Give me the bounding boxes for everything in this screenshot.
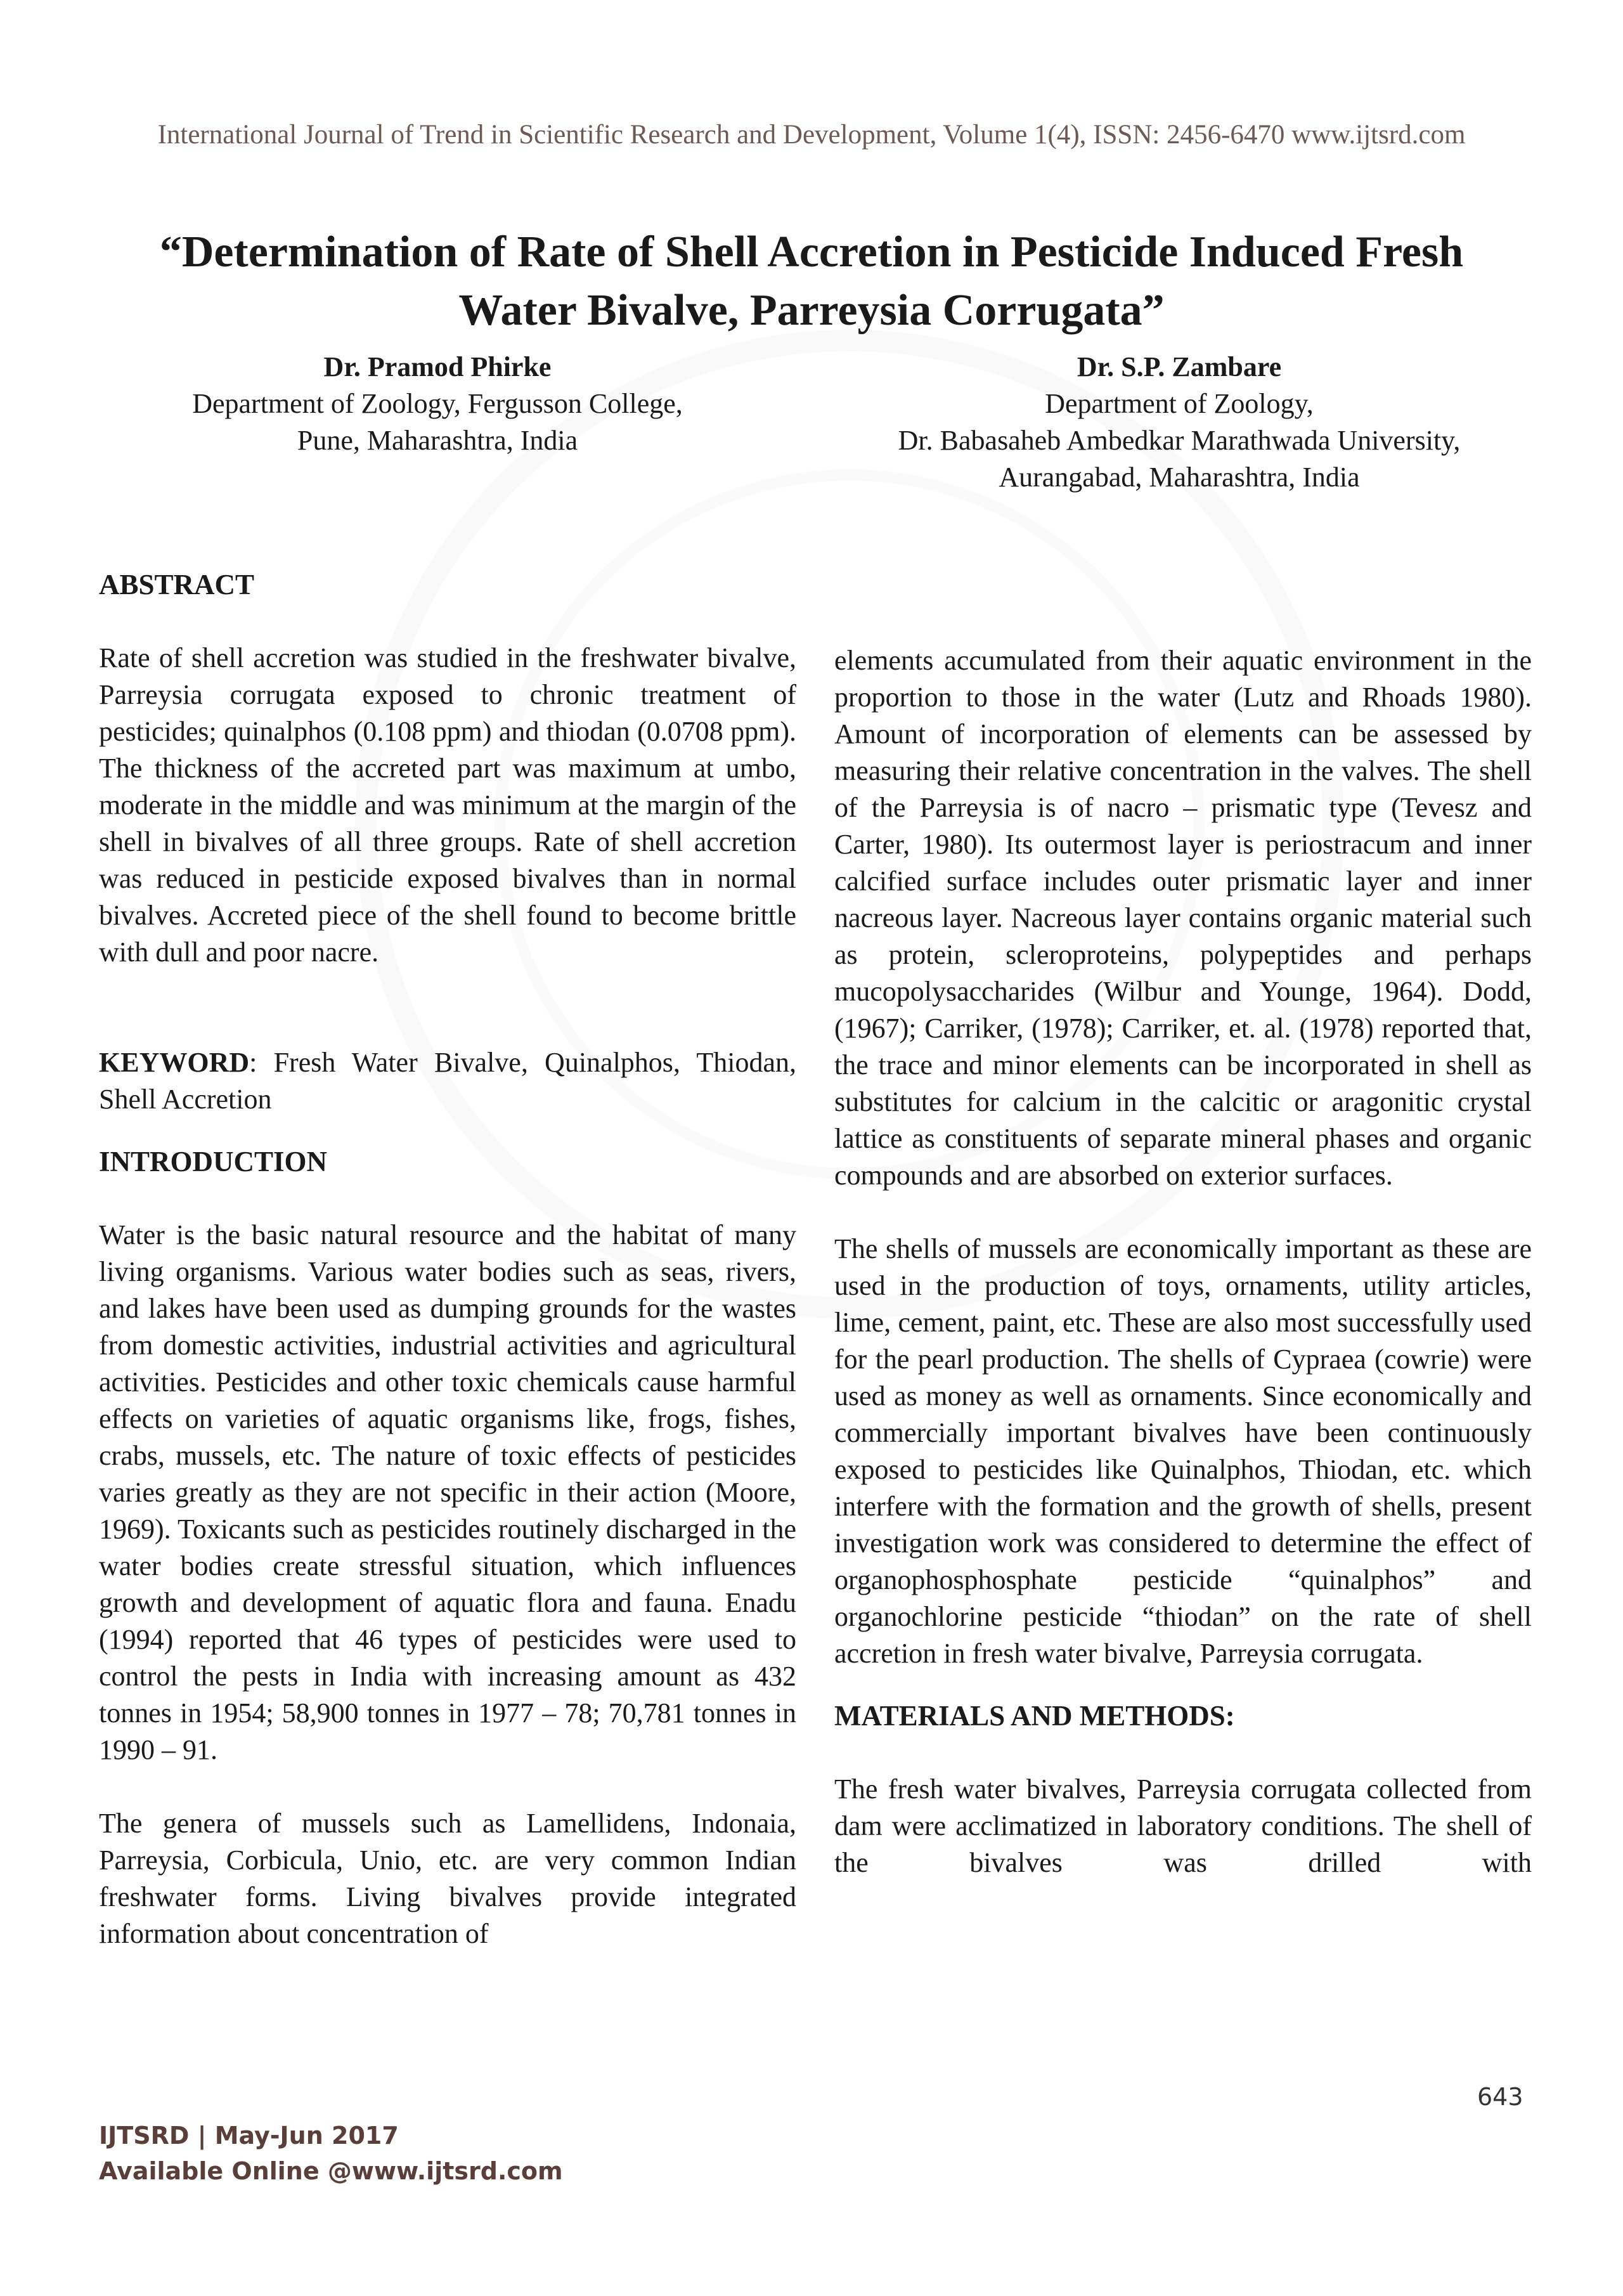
author-block-1 [57, 349, 818, 459]
introduction-paragraph-3: The shells of mussels are economically important as these are used in the production of toys, ornaments, utility articles, lime, cement, paint, etc. These are also most successfully used for the pearl production. The shells of Cypraea (cowrie) were used as money as well as ornaments. Since economically and commercially important bivalves have been continuously exposed to pesticides like Quinalphos, Thiodan, etc. which interfere with the formation and the growth of shells, present investigation work was considered to determine the effect of organophosphosphate pesticide “quinalphos” and organochlorine pesticide “thiodan” on the rate of shell accretion in fresh water bivalve, Parreysia corrugata. [834, 1233, 1532, 1669]
page-number: 643 [1477, 2083, 1523, 2111]
introduction-paragraph-1: Water is the basic natural resource and the habitat of many living organisms. Various water bodies such as seas, rivers, and lakes have been used as dumping grounds for the wastes from domestic activities, industrial activities and agricultural activities. Pesticides and other toxic chemicals cause harmful effects on varieties of aquatic organisms like, frogs, fishes, crabs, mussels, etc. The nature of toxic effects of pesticides varies greatly as they are not specific in their action (Moore, 1969). Toxicants such as pesticides routinely discharged in the water bodies create stressful situation, which influences growth and development of aquatic flora and fauna. Enadu (1994) reported that 46 types of pesticides were used to control the pests in India with increasing amount as 432 tonnes in 1954; 58,900 tonnes in 1977 – 78; 70,781 tonnes in 1990 – 91. [99, 1219, 796, 1765]
introduction-heading: INTRODUCTION [99, 1146, 328, 1177]
paper-title-line-2: Water Bivalve, Parreysia Corrugata” [458, 285, 1165, 335]
author-affiliation-line: Dr. Babasaheb Ambedkar Marathwada University, [898, 425, 1461, 456]
keywords-label: KEYWORD [99, 1047, 250, 1078]
right-column [834, 642, 1532, 1881]
footer-website: Available Online @www.ijtsrd.com [99, 2157, 563, 2185]
paper-title [95, 223, 1528, 340]
author-block-2 [799, 349, 1560, 496]
author-affiliation-line: Department of Zoology, Fergusson College, [192, 388, 683, 419]
footer-journal-issue: IJTSRD | May-Jun 2017 [99, 2122, 399, 2150]
keywords [99, 1044, 796, 1118]
author-name: Dr. S.P. Zambare [1077, 351, 1282, 382]
abstract-heading: ABSTRACT [99, 569, 255, 600]
keywords-text: : Fresh Water Bivalve, Quinalphos, Thiodan, Shell Accretion [99, 1047, 796, 1115]
author-name: Dr. Pramod Phirke [323, 351, 552, 382]
introduction-paragraph-2: The genera of mussels such as Lamellidens, Indonaia, Parreysia, Corbicula, Unio, etc. are very common Indian freshwater forms. Living bivalves provide integrated information about concentration of [99, 1808, 796, 1949]
journal-header: International Journal of Trend in Scientific Research and Development, Volume 1(4), ISSN: 2456-6470 www.ijtsrd.com [157, 120, 1466, 150]
abstract-text: Rate of shell accretion was studied in the freshwater bivalve, Parreysia corrugata exposed to chronic treatment of pesticides; quinalphos (0.108 ppm) and thiodan (0.0708 ppm). The thickness of the accreted part was maximum at umbo, moderate in the middle and was minimum at the margin of the shell in bivalves of all three groups. Rate of shell accretion was reduced in pesticide exposed bivalves than in normal bivalves. Accreted piece of the shell found to become brittle with dull and poor nacre. [99, 642, 796, 968]
author-affiliation-line: Aurangabad, Maharashtra, India [999, 462, 1360, 493]
paper-title-line-1: “Determination of Rate of Shell Accretion in Pesticide Induced Fresh [159, 227, 1464, 276]
author-affiliation-line: Pune, Maharashtra, India [297, 425, 578, 456]
left-column [99, 566, 796, 1952]
methods-heading: MATERIALS AND METHODS: [834, 1700, 1235, 1732]
introduction-paragraph-2-continued: elements accumulated from their aquatic environment in the proportion to those in the water (Lutz and Rhoads 1980). Amount of incorporation of elements can be assessed by measuring their relative concentration in the valves. The shell of the Parreysia is of nacro – prismatic type (Tevesz and Carter, 1980). Its outermost layer is periostracum and inner calcified surface includes outer prismatic layer and inner nacreous layer. Nacreous layer contains organic material such as protein, scleroproteins, polypeptides and perhaps mucopolysaccharides (Wilbur and Younge, 1964). Dodd, (1967); Carriker, (1978); Carriker, et. al. (1978) reported that, the trace and minor elements can be incorporated in shell as substitutes for calcium in the calcitic or aragonitic crystal lattice as constituents of separate mineral phases and organic compounds and are absorbed on exterior surfaces. [834, 645, 1532, 1191]
page-footer [99, 2118, 563, 2189]
author-affiliation-line: Department of Zoology, [1045, 388, 1314, 419]
methods-paragraph-1: The fresh water bivalves, Parreysia corrugata collected from dam were acclimatized in laboratory conditions. The shell of the bivalves was drilled with [834, 1774, 1532, 1878]
